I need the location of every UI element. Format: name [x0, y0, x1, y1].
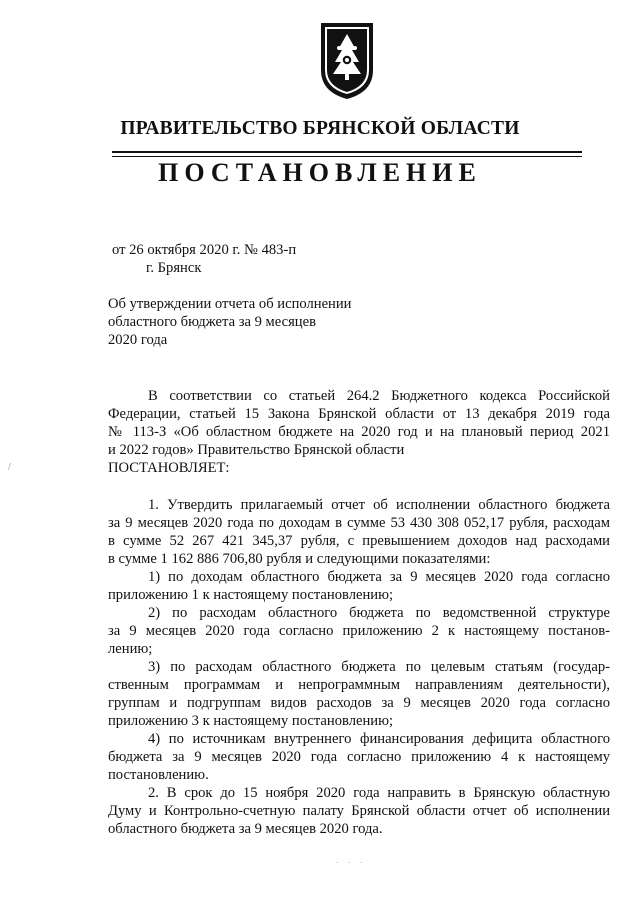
city: г. Брянск: [146, 260, 202, 276]
subject-line: 2020 года: [108, 332, 168, 348]
body-line: 4) по источникам внутреннего финансирования дефицита областного: [148, 731, 610, 747]
body-line: бюджета за 9 месяцев 2020 года согласно приложению 4 к настоящему: [108, 749, 610, 765]
preamble-line: и 2022 годов» Правительство Брянской области: [108, 442, 405, 458]
body-line: лению;: [108, 641, 153, 657]
body-line: постановлению.: [108, 767, 209, 783]
preamble-line: В соответствии со статьей 264.2 Бюджетного кодекса Российской: [148, 388, 610, 404]
margin-mark: /: [8, 462, 11, 473]
body-line: 3) по расходам областного бюджета по целевым статьям (государ-: [148, 659, 610, 675]
body-line: приложению 3 к настоящему постановлению;: [108, 713, 394, 729]
body-line: ственным программам и непрограммным направлениям деятельности),: [108, 677, 610, 693]
body-line: в сумме 52 267 421 345,37 рубля, с превышением доходов над расходами: [108, 533, 610, 549]
body-line: приложению 1 к настоящему постановлению;: [108, 587, 394, 603]
subject-line: областного бюджета за 9 месяцев: [108, 314, 316, 330]
body-line: в сумме 1 162 886 706,80 рубля и следующими показателями:: [108, 551, 491, 567]
coat-of-arms-icon: [318, 20, 376, 102]
resolution-body: [108, 496, 610, 838]
subject-line: Об утверждении отчета об исполнении: [108, 296, 352, 312]
body-line: 2. В срок до 15 ноября 2020 года направить в Брянскую областную: [148, 785, 610, 801]
preamble-line: № 113-З «Об областном бюджете на 2020 год и на плановый период 2021: [108, 424, 610, 440]
body-line: 1) по доходам областного бюджета за 9 месяцев 2020 года согласно: [148, 569, 610, 585]
body-line: 1. Утвердить прилагаемый отчет об исполнении областного бюджета: [148, 497, 610, 513]
organization-title: ПРАВИТЕЛЬСТВО БРЯНСКОЙ ОБЛАСТИ: [120, 118, 520, 139]
date-number: от 26 октября 2020 г. № 483-п: [112, 242, 297, 258]
body-line: Думу и Контрольно-счетную палату Брянской области отчет об исполнении: [108, 803, 610, 819]
resolves-heading: ПОСТАНОВЛЯЕТ:: [108, 460, 230, 476]
body-line: областного бюджета за 9 месяцев 2020 года.: [108, 821, 383, 837]
header-rule-thick: [112, 151, 582, 153]
body-line: 2) по расходам областного бюджета по ведомственной структуре: [148, 605, 610, 621]
bottom-dots: . . .: [336, 856, 366, 865]
preamble: [108, 387, 610, 459]
preamble-line: Федерации, статьей 15 Закона Брянской области от 13 декабря 2019 года: [108, 406, 610, 422]
body-line: за 9 месяцев 2020 года по доходам в сумме 53 430 308 052,17 рубля, расходам: [108, 515, 610, 531]
document-type-title: ПОСТАНОВЛЕНИЕ: [158, 158, 482, 187]
body-line: за 9 месяцев 2020 года согласно приложению 2 к настоящему постанов-: [108, 623, 610, 639]
body-line: группам и подгруппам видов расходов за 9 месяцев 2020 года согласно: [108, 695, 610, 711]
header-rule-thin: [112, 156, 582, 157]
